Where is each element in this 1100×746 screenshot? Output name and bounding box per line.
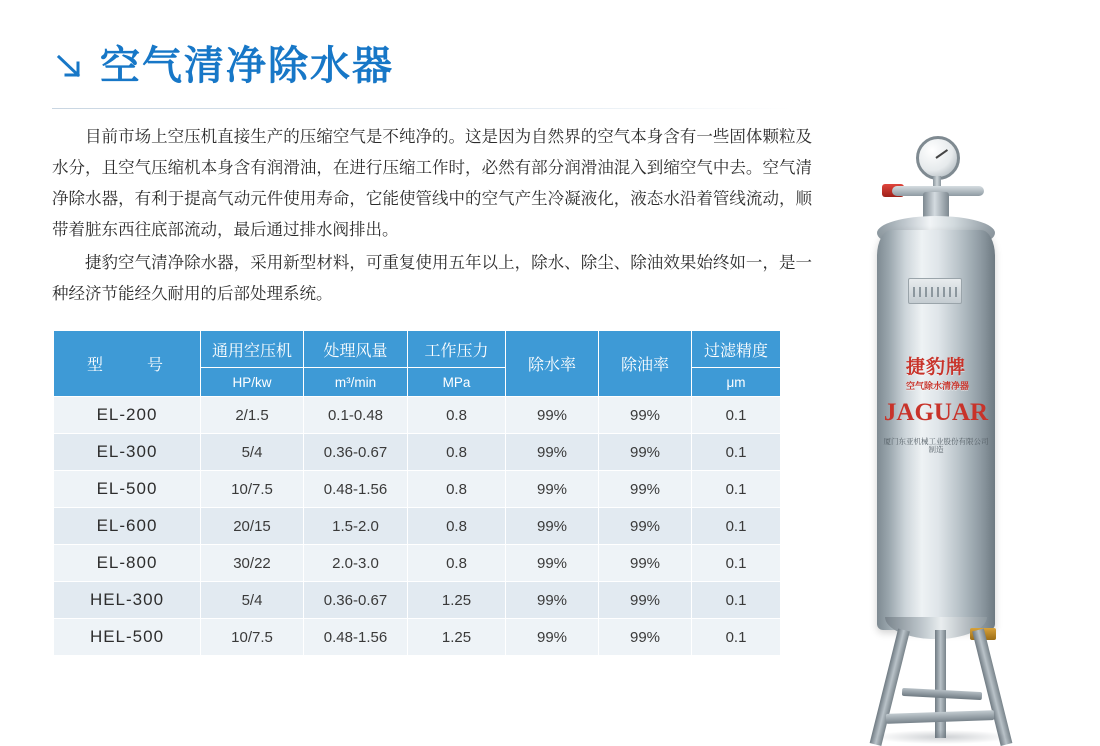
support-leg — [972, 629, 1012, 746]
cell-oil: 99% — [599, 434, 692, 471]
cell-water: 99% — [506, 397, 599, 434]
leg-brace — [886, 710, 994, 724]
cell-model: EL-300 — [54, 434, 201, 471]
cell-filter: 0.1 — [692, 397, 781, 434]
cell-water: 99% — [506, 582, 599, 619]
cell-hp: 5/4 — [201, 582, 304, 619]
col-header-compressor: 通用空压机 — [201, 331, 304, 368]
cell-pressure: 1.25 — [408, 619, 506, 656]
cell-hp: 2/1.5 — [201, 397, 304, 434]
brand-note-cn: 空气除水清净器 — [905, 380, 969, 391]
cell-water: 99% — [506, 434, 599, 471]
cell-model: EL-800 — [54, 545, 201, 582]
table-row — [54, 508, 781, 545]
cell-flow: 2.0-3.0 — [304, 545, 408, 582]
manufacturer-name: 厦门东亚机械工业股份有限公司制造 — [883, 437, 989, 454]
page-header — [52, 46, 394, 86]
cell-water: 99% — [506, 508, 599, 545]
table-row — [54, 397, 781, 434]
page-title: 空气清净除水器 — [100, 44, 394, 88]
cell-hp: 10/7.5 — [201, 471, 304, 508]
cell-oil: 99% — [599, 508, 692, 545]
cell-pressure: 1.25 — [408, 582, 506, 619]
cell-pressure: 0.8 — [408, 434, 506, 471]
cell-pressure: 0.8 — [408, 471, 506, 508]
col-unit-flow: m³/min — [304, 368, 408, 397]
cell-model: EL-600 — [54, 508, 201, 545]
cell-hp: 10/7.5 — [201, 619, 304, 656]
cell-water: 99% — [506, 471, 599, 508]
cell-flow: 0.1-0.48 — [304, 397, 408, 434]
spec-table — [53, 330, 781, 656]
cell-filter: 0.1 — [692, 471, 781, 508]
cell-oil: 99% — [599, 471, 692, 508]
cell-hp: 20/15 — [201, 508, 304, 545]
table-row — [54, 619, 781, 656]
table-head — [54, 331, 781, 397]
cell-oil: 99% — [599, 397, 692, 434]
cell-flow: 0.36-0.67 — [304, 434, 408, 471]
cell-water: 99% — [506, 545, 599, 582]
cell-filter: 0.1 — [692, 582, 781, 619]
intro-text — [52, 122, 812, 312]
cell-model: EL-500 — [54, 471, 201, 508]
brand-name-cn-text: 捷豹牌 — [905, 357, 966, 378]
col-header-flow: 处理风量 — [304, 331, 408, 368]
table-body — [54, 397, 781, 656]
spec-plate-lines — [913, 287, 957, 297]
col-header-model: 型 号 — [54, 331, 201, 397]
cell-oil: 99% — [599, 545, 692, 582]
col-unit-compressor: HP/kw — [201, 368, 304, 397]
col-unit-filtration: μm — [692, 368, 781, 397]
cell-oil: 99% — [599, 619, 692, 656]
cell-model: HEL-500 — [54, 619, 201, 656]
paragraph-2: 捷豹空气清净除水器，采用新型材料，可重复使用五年以上，除水、除尘、除油效果始终如一，是一种经济节能经久耐用的后部处理系统。 — [52, 254, 812, 303]
brand-name-en: JAGUAR — [883, 398, 989, 426]
cell-pressure: 0.8 — [408, 545, 506, 582]
cell-model: HEL-300 — [54, 582, 201, 619]
table-header-row — [54, 331, 781, 368]
brand-label — [880, 358, 992, 454]
cell-oil: 99% — [599, 582, 692, 619]
col-header-pressure: 工作压力 — [408, 331, 506, 368]
col-unit-pressure: MPa — [408, 368, 506, 397]
cell-flow: 0.48-1.56 — [304, 619, 408, 656]
table-row — [54, 545, 781, 582]
cell-pressure: 0.8 — [408, 397, 506, 434]
spec-plate — [908, 278, 962, 304]
cell-filter: 0.1 — [692, 434, 781, 471]
ground-shadow — [874, 730, 1010, 744]
title-divider — [52, 108, 792, 109]
cell-pressure: 0.8 — [408, 508, 506, 545]
cell-hp: 5/4 — [201, 434, 304, 471]
cell-filter: 0.1 — [692, 508, 781, 545]
col-header-filtration: 过滤精度 — [692, 331, 781, 368]
col-header-water-removal: 除水率 — [506, 331, 599, 397]
product-image — [830, 130, 1080, 660]
col-header-oil-removal: 除油率 — [599, 331, 692, 397]
cell-hp: 30/22 — [201, 545, 304, 582]
cell-flow: 1.5-2.0 — [304, 508, 408, 545]
table-row — [54, 582, 781, 619]
cell-flow: 0.48-1.56 — [304, 471, 408, 508]
paragraph-1: 目前市场上空压机直接生产的压缩空气是不纯净的。这是因为自然界的空气本身含有一些固体颗粒及水分，且空气压缩机本身含有润滑油，在进行压缩工作时，必然有部分润滑油混入到缩空气中去。空气清净除水器，有利于提高气动元件使用寿命，它能使管线中的空气产生冷凝液化，液态水沿着管线流动，顺带着脏东西往底部流动，最后通过排水阀排出。 — [52, 128, 812, 239]
cell-filter: 0.1 — [692, 619, 781, 656]
cell-water: 99% — [506, 619, 599, 656]
arrow-down-right-icon — [52, 49, 86, 83]
table-row — [54, 434, 781, 471]
pressure-gauge-icon — [916, 136, 960, 180]
cell-filter: 0.1 — [692, 545, 781, 582]
table-row — [54, 471, 781, 508]
cell-flow: 0.36-0.67 — [304, 582, 408, 619]
brand-name-cn — [880, 358, 992, 398]
cell-model: EL-200 — [54, 397, 201, 434]
